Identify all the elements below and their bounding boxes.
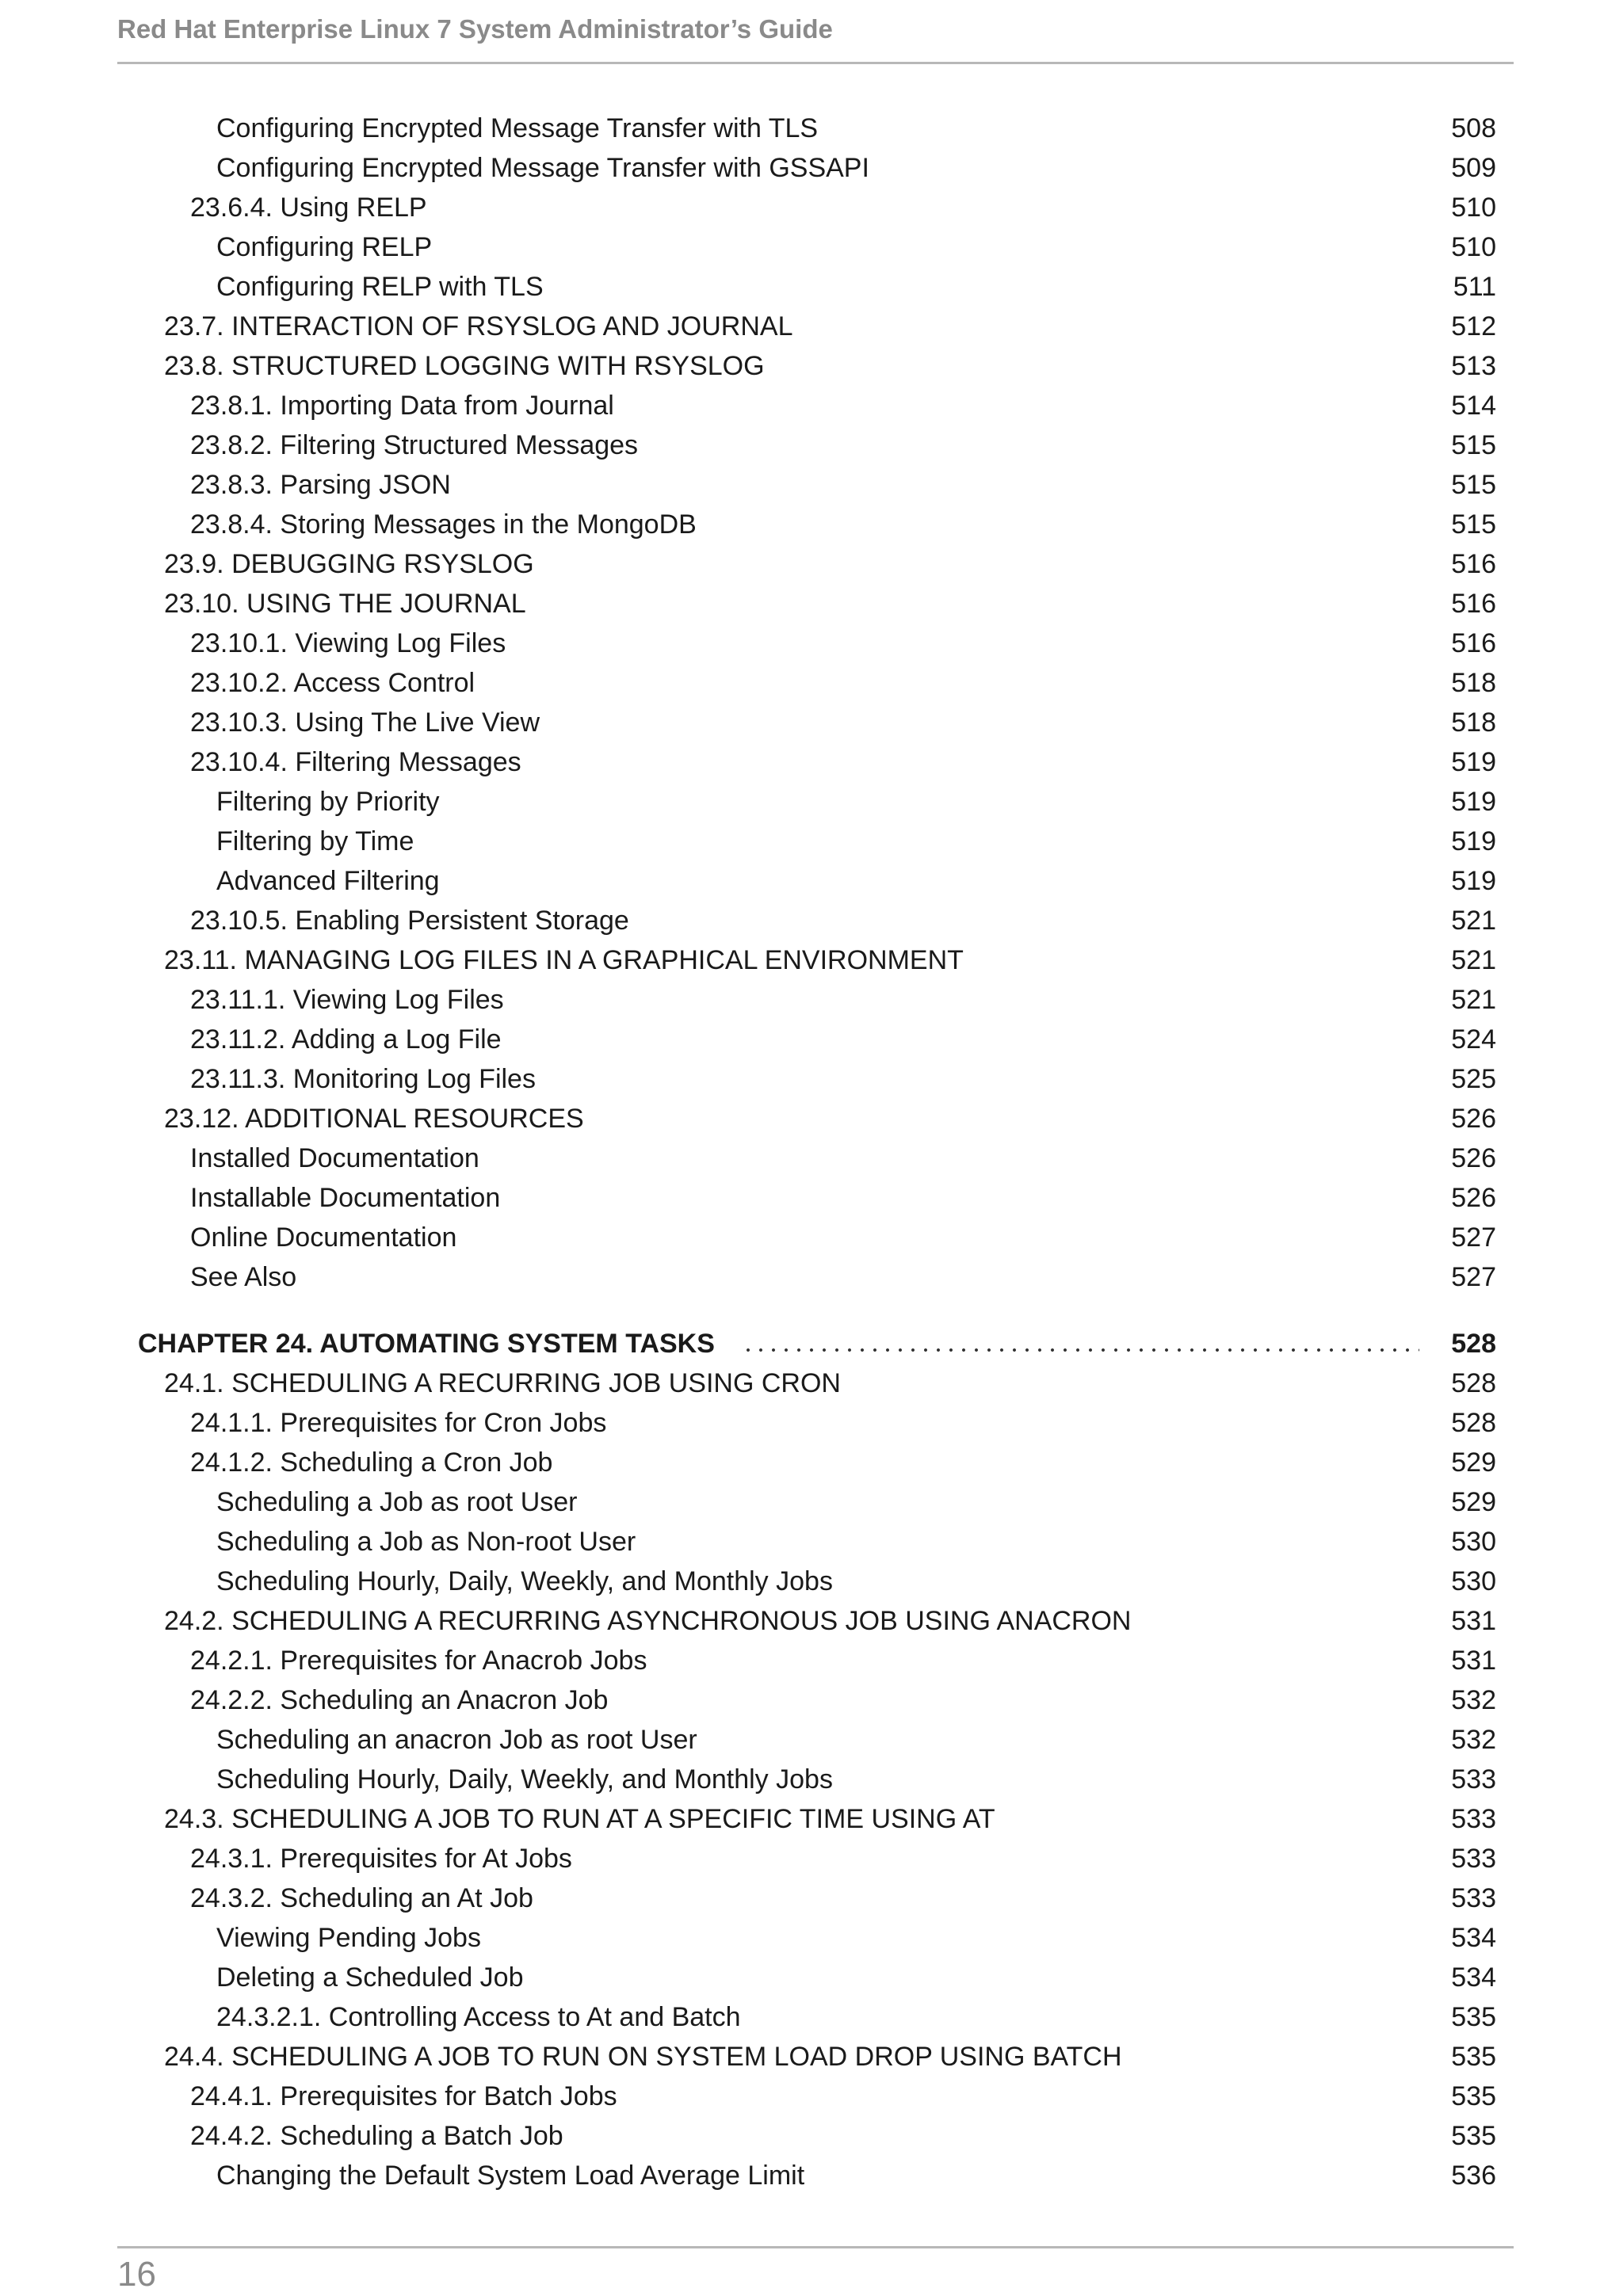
toc-entry[interactable] xyxy=(164,1100,1496,1138)
toc-entry[interactable] xyxy=(190,1681,1496,1719)
toc-entry-page: 515 xyxy=(1451,429,1496,460)
toc-entry-label: 23.8.4. Storing Messages in the MongoDB xyxy=(190,509,697,540)
toc-entry-page: 524 xyxy=(1451,1024,1496,1055)
toc-entry-page: 519 xyxy=(1451,826,1496,856)
toc-entry-label: 23.8.3. Parsing JSON xyxy=(190,469,451,500)
toc-entry-label: 24.2.1. Prerequisites for Anacrob Jobs xyxy=(190,1645,647,1676)
toc-entry[interactable] xyxy=(164,2038,1496,2076)
toc-entry[interactable] xyxy=(216,1998,1496,2036)
toc-entry-label: Advanced Filtering xyxy=(216,865,440,896)
toc-entry-label: Scheduling a Job as root User xyxy=(216,1486,578,1517)
toc-entry-page: 521 xyxy=(1451,944,1496,975)
toc-entry-page: 533 xyxy=(1451,1882,1496,1913)
toc-entry-label: 24.3.2. Scheduling an At Job xyxy=(190,1882,533,1913)
toc-entry[interactable] xyxy=(190,1179,1496,1217)
toc-entry[interactable] xyxy=(190,2077,1496,2115)
toc-entry[interactable] xyxy=(164,1800,1496,1838)
toc-entry-label: 23.11. MANAGING LOG FILES IN A GRAPHICAL ENVIRONMENT xyxy=(164,944,964,975)
toc-entry-label: 23.11.2. Adding a Log File xyxy=(190,1024,502,1055)
toc-entry-label: Configuring RELP xyxy=(216,231,433,262)
toc-entry[interactable] xyxy=(164,545,1496,583)
toc-entry[interactable] xyxy=(216,1760,1496,1798)
toc-entry[interactable] xyxy=(190,1060,1496,1098)
toc-entry-label: 24.4. SCHEDULING A JOB TO RUN ON SYSTEM LOAD DROP USING BATCH xyxy=(164,2041,1122,2072)
toc-entry-page: 531 xyxy=(1451,1645,1496,1676)
toc-entry-page: 510 xyxy=(1451,231,1496,262)
toc-entry-page: 534 xyxy=(1451,1962,1496,1993)
toc-entry-label: 23.10.1. Viewing Log Files xyxy=(190,627,506,658)
toc-entry[interactable] xyxy=(190,1444,1496,1482)
toc-entry-label: 24.1.1. Prerequisites for Cron Jobs xyxy=(190,1407,607,1438)
toc-entry-page: 514 xyxy=(1451,390,1496,421)
toc-entry-label: Scheduling Hourly, Daily, Weekly, and Monthly Jobs xyxy=(216,1764,833,1794)
toc-entry[interactable] xyxy=(216,228,1496,266)
toc-entry-page: 515 xyxy=(1451,469,1496,500)
toc-entry-label: 24.3. SCHEDULING A JOB TO RUN AT A SPECIFIC TIME USING AT xyxy=(164,1803,995,1834)
toc-entry-label: Changing the Default System Load Average Limit xyxy=(216,2160,805,2191)
toc-chapter-entry[interactable] xyxy=(138,1325,1496,1363)
toc-entry-label: 23.10.4. Filtering Messages xyxy=(190,746,521,777)
toc-entry-label: 23.8.2. Filtering Structured Messages xyxy=(190,429,639,460)
toc-entry[interactable] xyxy=(164,1364,1496,1402)
toc-entry-label: 23.6.4. Using RELP xyxy=(190,192,427,223)
toc-entry-page: 528 xyxy=(1451,1367,1496,1398)
toc-entry-label: Scheduling an anacron Job as root User xyxy=(216,1724,697,1755)
toc-entry-label: Installable Documentation xyxy=(190,1182,501,1213)
toc-entry[interactable] xyxy=(190,1404,1496,1442)
toc-entry-page: 533 xyxy=(1451,1803,1496,1834)
toc-entry[interactable] xyxy=(216,109,1496,147)
toc-entry[interactable] xyxy=(164,347,1496,385)
toc-entry-page: 513 xyxy=(1451,350,1496,381)
toc-entry-page: 535 xyxy=(1451,2120,1496,2151)
toc-entry-page: 516 xyxy=(1451,548,1496,579)
toc-entry[interactable] xyxy=(216,2157,1496,2195)
toc-entry-page: 518 xyxy=(1451,707,1496,738)
toc-entry-label: 24.3.2.1. Controlling Access to At and Batch xyxy=(216,2001,741,2032)
toc-entry-label: Scheduling a Job as Non-root User xyxy=(216,1526,636,1557)
toc-entry-page: 535 xyxy=(1451,2041,1496,2072)
toc-entry-page: 526 xyxy=(1451,1103,1496,1134)
toc-entry[interactable] xyxy=(190,505,1496,543)
toc-entry[interactable] xyxy=(216,822,1496,860)
toc-entry[interactable] xyxy=(190,1219,1496,1257)
toc-entry-page: 533 xyxy=(1451,1764,1496,1794)
toc-entry[interactable] xyxy=(216,1919,1496,1957)
toc-dot-leader xyxy=(742,1348,1419,1352)
toc-entry[interactable] xyxy=(190,1139,1496,1177)
toc-entry-page: 521 xyxy=(1451,984,1496,1015)
toc-entry-page: 508 xyxy=(1451,113,1496,143)
toc-entry-label: Configuring RELP with TLS xyxy=(216,271,544,302)
toc-entry[interactable] xyxy=(190,981,1496,1019)
toc-entry[interactable] xyxy=(216,268,1496,306)
toc-entry-label: 23.11.1. Viewing Log Files xyxy=(190,984,504,1015)
toc-entry[interactable] xyxy=(190,1840,1496,1878)
toc-entry-page: 509 xyxy=(1451,152,1496,183)
toc-entry-label: Installed Documentation xyxy=(190,1142,479,1173)
toc-entry[interactable] xyxy=(164,1602,1496,1640)
toc-entry-page: 535 xyxy=(1451,2081,1496,2111)
toc-entry-page: 530 xyxy=(1451,1566,1496,1596)
toc-entry-page: 529 xyxy=(1451,1486,1496,1517)
toc-entry[interactable] xyxy=(216,862,1496,900)
toc-entry-label: CHAPTER 24. AUTOMATING SYSTEM TASKS xyxy=(138,1328,715,1359)
toc-entry-label: 23.11.3. Monitoring Log Files xyxy=(190,1063,536,1094)
toc-entry-page: 516 xyxy=(1451,588,1496,619)
toc-entry-page: 531 xyxy=(1451,1605,1496,1636)
toc-entry-label: 23.12. ADDITIONAL RESOURCES xyxy=(164,1103,584,1134)
toc-entry[interactable] xyxy=(190,1642,1496,1680)
toc-entry-page: 518 xyxy=(1451,667,1496,698)
toc-entry-label: 23.10.5. Enabling Persistent Storage xyxy=(190,905,629,936)
toc-entry-page: 525 xyxy=(1451,1063,1496,1094)
toc-entry[interactable] xyxy=(190,426,1496,464)
toc-entry-page: 535 xyxy=(1451,2001,1496,2032)
toc-entry[interactable] xyxy=(190,743,1496,781)
toc-entry[interactable] xyxy=(190,704,1496,742)
toc-entry-page: 528 xyxy=(1451,1328,1496,1359)
toc-entry-label: 23.10.3. Using The Live View xyxy=(190,707,540,738)
page-header-title: Red Hat Enterprise Linux 7 System Administrator’s Guide xyxy=(117,14,833,44)
toc-entry-page: 533 xyxy=(1451,1843,1496,1874)
toc-entry[interactable] xyxy=(190,2117,1496,2155)
toc-entry-label: See Also xyxy=(190,1261,297,1292)
toc-entry-label: Viewing Pending Jobs xyxy=(216,1922,481,1953)
toc-entry-page: 534 xyxy=(1451,1922,1496,1953)
toc-entry-page: 512 xyxy=(1451,311,1496,341)
toc-entry[interactable] xyxy=(216,149,1496,187)
toc-entry-page: 526 xyxy=(1451,1142,1496,1173)
toc-entry-page: 516 xyxy=(1451,627,1496,658)
toc-entry-label: 24.2. SCHEDULING A RECURRING ASYNCHRONOUS JOB USING ANACRON xyxy=(164,1605,1132,1636)
toc-entry-label: 23.9. DEBUGGING RSYSLOG xyxy=(164,548,534,579)
toc-entry[interactable] xyxy=(216,1958,1496,1997)
toc-entry[interactable] xyxy=(216,783,1496,821)
toc-entry[interactable] xyxy=(190,624,1496,662)
toc-entry[interactable] xyxy=(216,1483,1496,1521)
toc-entry-label: Configuring Encrypted Message Transfer with TLS xyxy=(216,113,819,143)
page-number: 16 xyxy=(117,2255,156,2294)
footer-divider xyxy=(117,2246,1514,2248)
header-divider xyxy=(117,62,1514,64)
toc-entry-page: 519 xyxy=(1451,865,1496,896)
toc-entry-label: 23.7. INTERACTION OF RSYSLOG AND JOURNAL xyxy=(164,311,793,341)
toc-entry-label: Online Documentation xyxy=(190,1222,457,1253)
toc-entry[interactable] xyxy=(190,1258,1496,1296)
toc-entry-page: 528 xyxy=(1451,1407,1496,1438)
toc-entry-page: 519 xyxy=(1451,746,1496,777)
toc-entry-label: Deleting a Scheduled Job xyxy=(216,1962,524,1993)
toc-entry-label: 24.3.1. Prerequisites for At Jobs xyxy=(190,1843,572,1874)
toc-entry[interactable] xyxy=(190,466,1496,504)
toc-entry[interactable] xyxy=(190,1020,1496,1058)
toc-entry[interactable] xyxy=(190,1879,1496,1917)
toc-entry-page: 532 xyxy=(1451,1724,1496,1755)
toc-entry-page: 527 xyxy=(1451,1261,1496,1292)
toc-entry-label: 23.10.2. Access Control xyxy=(190,667,475,698)
toc-entry[interactable] xyxy=(164,941,1496,979)
toc-entry-label: Configuring Encrypted Message Transfer with GSSAPI xyxy=(216,152,869,183)
toc-entry-label: 24.2.2. Scheduling an Anacron Job xyxy=(190,1684,609,1715)
toc-entry[interactable] xyxy=(164,585,1496,623)
toc-entry-page: 529 xyxy=(1451,1447,1496,1478)
toc-entry-page: 511 xyxy=(1453,271,1496,302)
toc-entry[interactable] xyxy=(190,902,1496,940)
toc-entry[interactable] xyxy=(190,664,1496,702)
toc-entry-page: 510 xyxy=(1451,192,1496,223)
toc-entry-label: 23.8.1. Importing Data from Journal xyxy=(190,390,614,421)
toc-entry[interactable] xyxy=(190,189,1496,227)
toc-entry[interactable] xyxy=(216,1721,1496,1759)
toc-entry-page: 526 xyxy=(1451,1182,1496,1213)
toc-entry-label: 24.4.1. Prerequisites for Batch Jobs xyxy=(190,2081,617,2111)
toc-entry-page: 532 xyxy=(1451,1684,1496,1715)
toc-entry-label: Filtering by Priority xyxy=(216,786,440,817)
toc-entry-page: 530 xyxy=(1451,1526,1496,1557)
toc-entry-label: 24.4.2. Scheduling a Batch Job xyxy=(190,2120,563,2151)
toc-entry-page: 515 xyxy=(1451,509,1496,540)
toc-entry-label: 24.1. SCHEDULING A RECURRING JOB USING CRON xyxy=(164,1367,841,1398)
toc-entry-label: Scheduling Hourly, Daily, Weekly, and Monthly Jobs xyxy=(216,1566,833,1596)
toc-entry[interactable] xyxy=(164,307,1496,345)
toc-entry-label: 23.10. USING THE JOURNAL xyxy=(164,588,526,619)
toc-entry[interactable] xyxy=(190,387,1496,425)
toc-entry[interactable] xyxy=(216,1523,1496,1561)
toc-entry-label: 24.1.2. Scheduling a Cron Job xyxy=(190,1447,553,1478)
toc-entry-label: Filtering by Time xyxy=(216,826,414,856)
toc-entry-page: 536 xyxy=(1451,2160,1496,2191)
toc-entry-label: 23.8. STRUCTURED LOGGING WITH RSYSLOG xyxy=(164,350,765,381)
toc-entry-page: 527 xyxy=(1451,1222,1496,1253)
toc-entry-page: 521 xyxy=(1451,905,1496,936)
toc-entry[interactable] xyxy=(216,1562,1496,1600)
toc-entry-page: 519 xyxy=(1451,786,1496,817)
